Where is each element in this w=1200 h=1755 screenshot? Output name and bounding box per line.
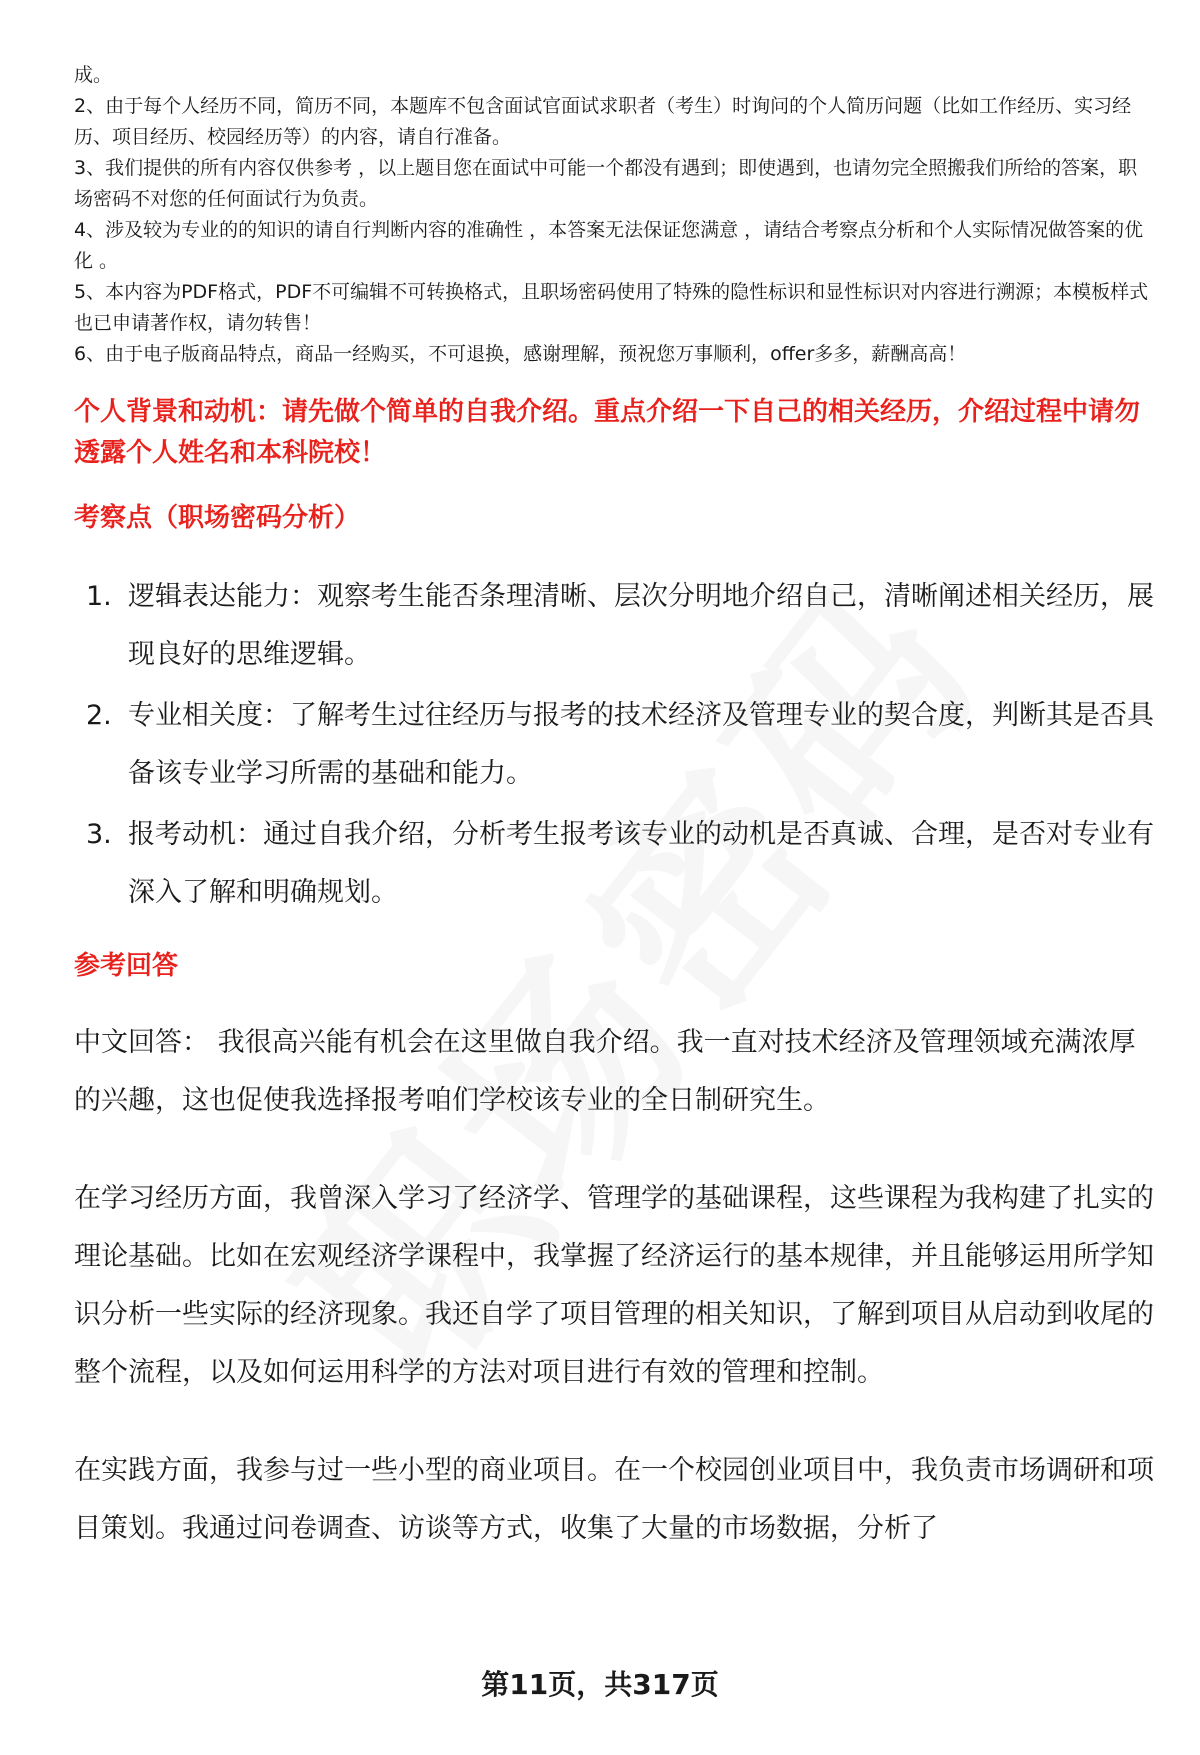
analysis-point: [74, 806, 1154, 922]
note-line: 成。: [74, 64, 113, 86]
note-line: 3、我们提供的所有内容仅供参考 ，以上题目您在面试中可能一个都没有遇到；即使遇到，也请勿完全照搬我们所给的答案，职场密码不对您的任何面试行为负责。: [74, 157, 1138, 210]
analysis-title: 考察点（职场密码分析）: [74, 503, 361, 533]
note-line: 4、涉及较为专业的的知识的请自行判断内容的准确性 ，本答案无法保证您满意 ，请结合考察点分析和个人实际情况做答案的优化 。: [74, 219, 1144, 272]
point-number: 2.: [86, 700, 112, 731]
analysis-point: [74, 568, 1154, 684]
point-number: 1.: [86, 581, 112, 612]
notes-section: [74, 60, 1154, 370]
note-line: 5、本内容为PDF格式，PDF不可编辑不可转换格式，且职场密码使用了特殊的隐性标识和显性标识对内容进行溯源；本模板样式也已申请著作权，请勿转售！: [74, 281, 1149, 334]
answer-title: 参考回答: [74, 951, 179, 981]
analysis-point: [74, 687, 1154, 803]
point-text: 报考动机：通过自我介绍，分析考生报考该专业的动机是否真诚、合理，是否对专业有深入了解和明确规划。: [128, 819, 1154, 908]
note-line: 6、由于电子版商品特点，商品一经购买，不可退换，感谢理解，预祝您万事顺利，offer多多，薪酬高高！: [74, 343, 967, 365]
page-footer: 第11页，共317页: [481, 1668, 719, 1701]
answer-paragraph: 在实践方面，我参与过一些小型的商业项目。在一个校园创业项目中，我负责市场调研和项目策划。我通过问卷调查、访谈等方式，收集了大量的市场数据，分析了: [74, 1455, 1154, 1544]
point-text: 专业相关度：了解考生过往经历与报考的技术经济及管理专业的契合度，判断其是否具备该专业学习所需的基础和能力。: [128, 700, 1154, 789]
analysis-points-list: [74, 568, 1154, 922]
note-line: 2、由于每个人经历不同，简历不同，本题库不包含面试官面试求职者（考生）时询问的个人简历问题（比如工作经历、实习经历、项目经历、校园经历等）的内容，请自行准备。: [74, 95, 1132, 148]
point-text: 逻辑表达能力：观察考生能否条理清晰、层次分明地介绍自己，清晰阐述相关经历，展现良好的思维逻辑。: [128, 581, 1154, 670]
answer-section: [74, 1014, 1154, 1558]
document-page: [74, 60, 1154, 1558]
answer-paragraph: 中文回答： 我很高兴能有机会在这里做自我介绍。我一直对技术经济及管理领域充满浓厚的兴趣，这也促使我选择报考咱们学校该专业的全日制研究生。: [74, 1027, 1136, 1116]
question-heading: 个人背景和动机：请先做个简单的自我介绍。重点介绍一下自己的相关经历，介绍过程中请勿透露个人姓名和本科院校！: [74, 397, 1141, 468]
answer-paragraph: 在学习经历方面，我曾深入学习了经济学、管理学的基础课程，这些课程为我构建了扎实的理论基础。比如在宏观经济学课程中，我掌握了经济运行的基本规律，并且能够运用所学知识分析一些实际的经济现象。我还自学了项目管理的相关知识，了解到项目从启动到收尾的整个流程，以及如何运用科学的方法对项目进行有效的管理和控制。: [74, 1183, 1154, 1388]
point-number: 3.: [86, 819, 112, 850]
